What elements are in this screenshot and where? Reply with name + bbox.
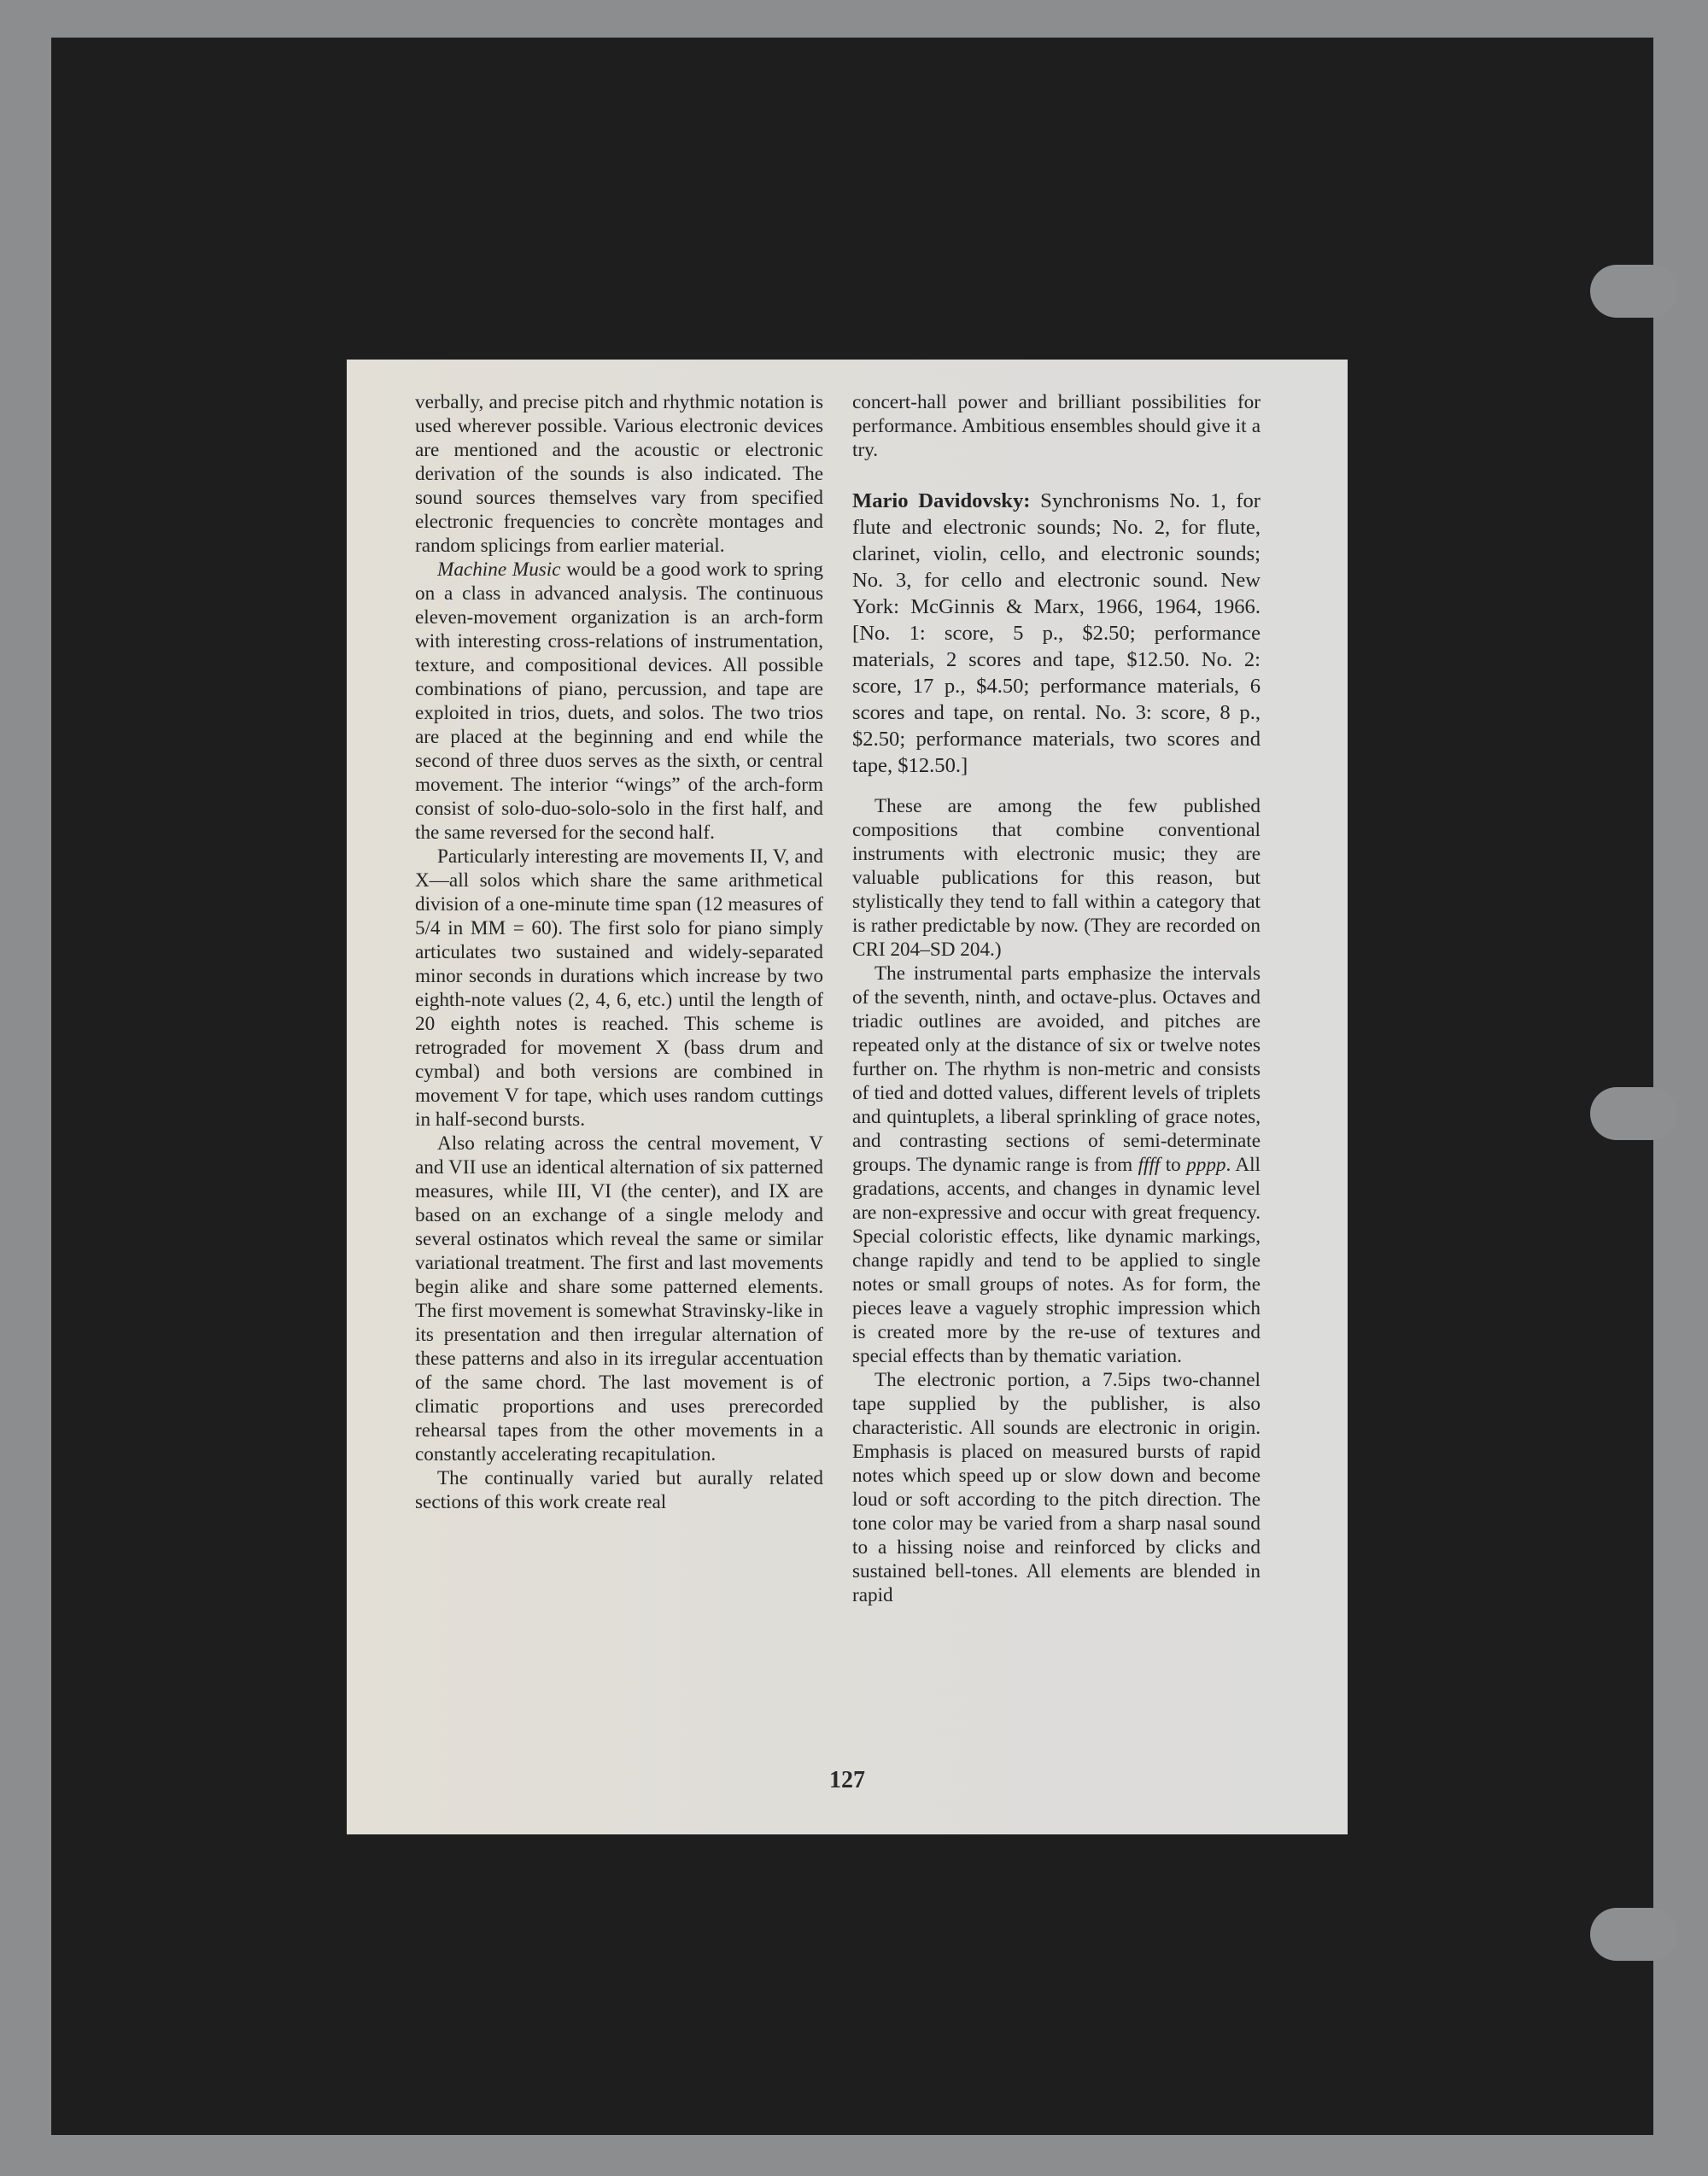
paragraph-text: to bbox=[1160, 1154, 1187, 1176]
binder-hole-middle bbox=[1590, 1087, 1677, 1140]
paragraph: verbally, and precise pitch and rhythmic notation is used wherever possible. Various electronic devices are mentioned and the acoustic or electronic derivation of the sounds is also indicated. The sound sources themselves vary from specified electronic frequencies to concrète montages and random splicings from earlier material. bbox=[415, 391, 823, 557]
paragraph: concert-hall power and brilliant possibilities for performance. Ambitious ensembles should give it a try. bbox=[852, 391, 1261, 461]
paragraph: These are among the few published compositions that combine conventional instruments with electronic music; they are valuable publications for this reason, but stylistically they tend to fall within a category that is rather predictable by now. (They are recorded on CRI 204–SD 204.) bbox=[852, 795, 1261, 961]
paragraph: Particularly interesting are movements II, V, and X—all solos which share the same arithmetical division of a one-minute time span (12 measures of 5/4 in MM = 60). The first solo for piano simply articulates two sustained and widely-separated minor seconds in durations which increase by two eighth-note values (2, 4, 6, etc.) until the length of 20 eighth notes is reached. This scheme is retrograded for movement X (bass drum and cymbal) and both versions are combined in movement V for tape, which uses random cuttings in half-second bursts. bbox=[415, 845, 823, 1131]
binder-hole-top bbox=[1590, 265, 1677, 318]
entry-details: Synchronisms No. 1, for flute and electronic sounds; No. 2, for flute, clarinet, violin, cello, and electronic sounds; No. 3, for cello and electronic sound. New York: McGinnis & Marx, 1966, 1964, 1966. [No. 1: score, 5 p., $2.50; performance materials, 2 scores and tape, $12.50. No. 2: score, 17 p., $4.50; performance materials, 6 scores and tape, on rental. No. 3: score, 8 p., $2.50; performance materials, two scores and tape, $12.50.] bbox=[852, 489, 1261, 777]
composer-name: Mario Davidovsky: bbox=[852, 489, 1031, 512]
paragraph-text: The instrumental parts emphasize the intervals of the seventh, ninth, and octave-plus. Octaves and triadic outlines are avoided, and pitches are repeated only at the distance of six or twelve notes further on. The rhythm is non-metric and consists of tied and dotted values, different levels of triplets and quintuplets, a liberal sprinkling of grace notes, and contrasting sections of semi-determinate groups. The dynamic range is from bbox=[852, 962, 1261, 1176]
paragraph: The continually varied but aurally related sections of this work create real bbox=[415, 1467, 823, 1513]
page-number: 127 bbox=[829, 1767, 865, 1793]
paragraph: Also relating across the central movement, V and VII use an identical alternation of six patterned measures, while III, VI (the center), and IX are based on an exchange of a single melody and several ostinatos which reveal the same or similar variational treatment. The first and last movements begin alike and share some patterned elements. The first movement is somewhat Stravinsky-like in its presentation and then irregular alternation of these patterns and also in its irregular accentuation of the same chord. The last movement is of climatic proportions and uses prerecorded rehearsal tapes from the other movements in a constantly accelerating recapitulation. bbox=[415, 1132, 823, 1465]
paragraph bbox=[415, 558, 823, 845]
review-entry-heading bbox=[852, 488, 1261, 779]
right-column bbox=[852, 390, 1261, 1607]
document-page bbox=[347, 360, 1348, 1834]
paragraph bbox=[852, 962, 1261, 1368]
paragraph-text: . All gradations, accents, and changes in dynamic level are non-expressive and occur with great frequency. Special coloristic effects, like dynamic markings, change rapidly and tend to be applied to single notes or small groups of notes. As for form, the pieces leave a vaguely strophic impression which is created more by the re-use of textures and special effects than by thematic variation. bbox=[852, 1154, 1261, 1367]
dynamic-marking: pppp bbox=[1186, 1154, 1226, 1176]
paragraph: The electronic portion, a 7.5ips two-channel tape supplied by the publisher, is also characteristic. All sounds are electronic in origin. Emphasis is placed on measured bursts of rapid notes which speed up or slow down and become loud or soft according to the pitch direction. The tone color may be varied from a sharp nasal sound to a hissing noise and reinforced by clicks and sustained bell-tones. All elements are blended in rapid bbox=[852, 1369, 1261, 1606]
paragraph-text: would be a good work to spring on a class in advanced analysis. The continuous eleven-movement organization is an arch-form with interesting cross-relations of instrumentation, texture, and compositional devices. All possible combinations of piano, percussion, and tape are exploited in trios, duets, and solos. The two trios are placed at the beginning and end while the second of three duos serves as the sixth, or central movement. The interior “wings” of the arch-form consist of solo-duo-solo-solo in the first half, and the same reversed for the second half. bbox=[415, 559, 823, 844]
left-column bbox=[415, 390, 823, 1514]
binder-hole-bottom bbox=[1590, 1908, 1677, 1961]
work-title: Machine Music bbox=[437, 559, 561, 581]
dynamic-marking: ffff bbox=[1138, 1154, 1161, 1176]
